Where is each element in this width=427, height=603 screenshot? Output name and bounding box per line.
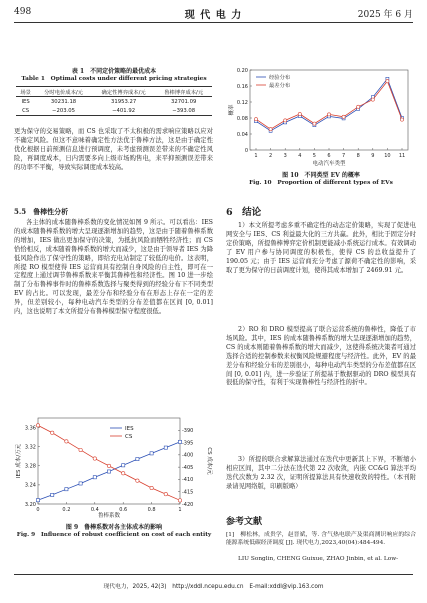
fig10-legend bbox=[256, 73, 291, 89]
right-paragraph-1: 1）本文所提考虑多重不确定性的动态定价策略，实现了促进电网安全与 IES、CS 利益最大化的三方共赢。此外，相比于固定分时定价策略，所提鲁棒博弈定价机制更能减小系统运行成本。有效调动了 EV 用户参与协同调度的积极性，使得 CS 的总收益提升了 190.05 元；由于 IES 运营商充分考虑了源荷不确定性的影响，采取了更为保守的日前调度计划，使得其成本增加了 2469.91 元。 bbox=[226, 222, 416, 274]
fig9-xtick-label: 0.8 bbox=[147, 507, 156, 513]
fig10-xtick-label: 4 bbox=[298, 153, 302, 159]
fig10-xtick-label: 2 bbox=[269, 153, 273, 159]
fig10-chart bbox=[226, 64, 416, 168]
fig10-worst-point bbox=[371, 98, 374, 101]
reference-1-cn: [1] 柳松林，成贵学，赵晋斌，等. 含气热电联产及渠商测识响应的综合能源系统低碳经济调度 [J]. 现代电力,2023,40(04):484-494. bbox=[226, 532, 416, 546]
fig9-legend-cs-label: CS bbox=[125, 434, 133, 440]
table1-caption-cn: 表 1 不同定价策略的最优成本 bbox=[71, 68, 157, 75]
fig9-ytick-left-label: 3.36 bbox=[24, 425, 36, 432]
fig9-chart bbox=[14, 412, 214, 520]
fig9-cs-point bbox=[36, 424, 39, 427]
fig9-xtick-label: 0.6 bbox=[119, 507, 128, 513]
fig10-xtick-label: 10 bbox=[384, 153, 391, 159]
fig10-ytick-label: 0.04 bbox=[236, 131, 248, 138]
table-cell: 31953.27 bbox=[110, 98, 137, 105]
table-cell: IES bbox=[21, 98, 30, 105]
table-cell: −203.05 bbox=[52, 107, 76, 114]
fig9-xlabel: 鲁棒系数 bbox=[97, 513, 121, 519]
fig9-cs-point bbox=[164, 492, 167, 495]
fig9-ies-point bbox=[150, 452, 153, 455]
fig9-caption-cn: 图 9 鲁棒系数对各主体成本的影响 bbox=[65, 524, 163, 531]
fig9-cs-point bbox=[51, 431, 54, 434]
table1-col-2: 确定性博弈成本/元 bbox=[101, 89, 146, 96]
fig10-worst-point bbox=[386, 80, 389, 83]
fig9-xtick-label: 0 bbox=[36, 507, 40, 513]
table-row bbox=[16, 97, 212, 107]
fig10-worst-point bbox=[254, 118, 257, 121]
header-rule bbox=[14, 22, 413, 23]
fig9-series-cs-line bbox=[38, 425, 180, 500]
page-number: 498 bbox=[14, 7, 32, 17]
table-cell: CS bbox=[22, 107, 30, 114]
fig9-legend bbox=[110, 426, 134, 440]
fig9-ytick-right-label: -390 bbox=[182, 428, 194, 435]
fig10-ytick-label: 0.12 bbox=[236, 99, 248, 106]
fig9-cs-point bbox=[178, 499, 181, 502]
table-cell: 32701.09 bbox=[171, 98, 197, 105]
table-cell: −393.08 bbox=[172, 107, 196, 114]
fig9-ies-point bbox=[122, 464, 125, 467]
right-paragraph-3: 3）所提的联合求解算法通过在迭代中更新其上下界，不断缩小相应区间，其中二分法在迭代第 22 次收敛，内嵌 CC&G 算法平均迭代次数为 2.32 次，证明所提算法具有快速收敛的特性。（本刊附录请见网络版，印刷版略） bbox=[226, 456, 416, 490]
fig9-ies-point bbox=[136, 457, 139, 460]
references-heading: 参考文献 bbox=[226, 517, 263, 527]
fig9-ytick-right-label: -395 bbox=[182, 440, 194, 447]
fig9-ies-point bbox=[93, 476, 96, 479]
fig10-worst-point bbox=[269, 128, 272, 131]
table1-caption-en: Table 1 Optimal costs under different pricing strategies bbox=[21, 76, 207, 82]
table-cell: −401.92 bbox=[112, 107, 136, 114]
fig9-xtick-label: 1 bbox=[178, 507, 182, 513]
fig10-xtick-label: 6 bbox=[327, 153, 331, 159]
fig9-ies-point bbox=[107, 470, 110, 473]
section-6-heading: 6 结论 bbox=[226, 207, 262, 218]
fig9-xtick-label: 0.2 bbox=[62, 507, 71, 513]
fig9-legend-ies-label: IES bbox=[125, 426, 134, 432]
fig9-cs-point bbox=[93, 457, 96, 460]
fig10-worst-point bbox=[327, 113, 330, 116]
fig9-ylabel-right: CS 成本/元 bbox=[206, 447, 212, 475]
fig9-ytick-right-label: -405 bbox=[182, 464, 194, 471]
fig10-worst-point bbox=[357, 105, 360, 108]
fig10-xlabel: 电动汽车类型 bbox=[312, 161, 346, 167]
issue-date: 2025 年 6 月 bbox=[357, 10, 413, 20]
fig10-caption-en: Fig. 10 Proportion of different types of EVs bbox=[249, 180, 393, 186]
table1 bbox=[16, 86, 212, 116]
fig10-ytick-label: 0.08 bbox=[236, 115, 248, 122]
reference-1-en: LIU Songlin, CHENG Guixue, ZHAO Jinbin, et al. Low- bbox=[238, 556, 399, 562]
fig9-cs-point bbox=[107, 464, 110, 467]
fig9-ies-point bbox=[65, 488, 68, 491]
fig10-legend-empirical-label: 经验分布 bbox=[269, 75, 291, 81]
fig10-xtick-label: 3 bbox=[283, 153, 287, 159]
fig10-xtick-label: 11 bbox=[398, 153, 406, 159]
fig9-ies-point bbox=[79, 482, 82, 485]
fig9-ies-point bbox=[178, 440, 181, 443]
fig10-xtick-label: 9 bbox=[371, 153, 375, 159]
fig9-ytick-left-label: 3.24 bbox=[24, 482, 36, 489]
fig9-ytick-right-label: -420 bbox=[182, 501, 194, 508]
table1-col-3: 鲁棒博弈成本/元 bbox=[164, 89, 204, 96]
fig10-ytick-label: 0.16 bbox=[236, 83, 248, 90]
fig10-ytick-label: 0 bbox=[244, 147, 248, 154]
fig9-ies-point bbox=[51, 493, 54, 496]
fig10-caption-cn: 图 10 不同类型 EV 的概率 bbox=[282, 172, 360, 179]
left-paragraph-1: 更为保守的交易策略，而 CS 也采取了不太积极的需求响应策略以应对不确定风险。但这不意味着确定性方法优于鲁棒方法，这是由于确定性优化根据日前预测信息进行预调度，未考虑预测误差带来的不确定性风险，再调度成本，日内需要多向上级市场购售电，来平抑预测误差带来的功率不平衡，导致实际调度成本较高。 bbox=[14, 128, 213, 171]
fig9-xtick-label: 0.4 bbox=[90, 507, 99, 513]
fig10-xtick-label: 1 bbox=[254, 153, 258, 159]
fig9-ytick-right-label: -410 bbox=[182, 477, 194, 484]
journal-title: 现 代 电 力 bbox=[184, 10, 243, 21]
fig9-cs-point bbox=[122, 472, 125, 475]
fig10-worst-point bbox=[400, 118, 403, 121]
table1-col-1: 分时电价成本/元 bbox=[44, 89, 83, 96]
section-5-5-heading: 5.5 鲁棒性分析 bbox=[14, 207, 69, 216]
fig10-worst-point bbox=[342, 115, 345, 118]
table-cell: 30231.18 bbox=[50, 98, 77, 105]
table1-header-row bbox=[16, 87, 212, 97]
table-row bbox=[16, 106, 212, 116]
fig9-ytick-right-label: -415 bbox=[182, 489, 194, 496]
fig10-plot-frame bbox=[250, 70, 408, 150]
footer-text: 现代电力，2025, 42(3) http://xddl.ncepu.edu.cn E-mail:xddl@vip.163.com bbox=[103, 584, 324, 590]
fig10-xtick-label: 5 bbox=[312, 153, 316, 159]
fig9-cs-point bbox=[136, 479, 139, 482]
table1-col-0: 场景 bbox=[20, 89, 31, 96]
fig9-ytick-left-label: 3.28 bbox=[24, 463, 36, 470]
fig9-ylabel-left: IES 成本/万元 bbox=[16, 443, 22, 479]
fig9-cs-point bbox=[79, 448, 82, 451]
fig10-worst-point bbox=[284, 119, 287, 122]
fig10-ytick-label: 0.20 bbox=[236, 67, 248, 74]
fig9-ies-point bbox=[36, 499, 39, 502]
fig10-xtick-label: 7 bbox=[342, 153, 346, 159]
fig9-caption-en: Fig. 9 Influence of robust coefficient on cost of each entity bbox=[16, 532, 212, 538]
fig10-worst-point bbox=[298, 112, 301, 115]
fig10-worst-point bbox=[313, 122, 316, 125]
fig10-ylabel: 概率 bbox=[229, 104, 235, 116]
left-paragraph-2: 各主体的成本随鲁棒系数的变化情况如图 9 所示。可以看出：IES 的成本随鲁棒系数的增大呈现逐渐增加的趋势，这是由于随着鲁棒系数的增加，IES 做出更加保守的决策，为抵抗风险而牺牲经济性；而 CS 恰恰相反，成本随着鲁棒系数的增大而减少，这是由于领导者 IES 为降低风险作出了保守性的策略，即给充电站制定了较低的电价。这表明，所提 RO 模型使得 IES 运营商具有控制自身风险的自主性，即可在一定程度上通过调节鲁棒系数来平衡其鲁棒性和经济性。图 10 进一步绘制了分布鲁棒事件时的鲁棒系数选择与聚类得到的经验分布下不同类型 EV 的占比。可以发现，最差分布和经验分布在形态上存在一定的差异，但差别较小，每种电动汽车类型的分布差值都在区间 [0, 0.01] 内，这也说明了本文所提分布鲁棒模型保守程度很低。 bbox=[14, 219, 213, 316]
fig9-cs-point bbox=[150, 486, 153, 489]
fig10-xtick-label: 8 bbox=[356, 153, 360, 159]
fig9-cs-point bbox=[65, 440, 68, 443]
fig9-ytick-left-label: 3.20 bbox=[24, 501, 36, 508]
fig9-ytick-right-label: -400 bbox=[182, 452, 194, 459]
fig9-ies-point bbox=[164, 446, 167, 449]
fig9-ytick-left-label: 3.32 bbox=[24, 444, 36, 451]
right-paragraph-2: 2）RO 和 DRO 模型提高了联合运营系统的鲁棒性，降低了市场风险。其中，IES 的成本随鲁棒系数的增大呈现逐渐增加的趋势，CS 的成本则随着鲁棒系数的增大而减少，这使得系统决策者可通过选择合适的控制参数来权衡风险规避程度与经济性。此外，EV 的最差分布和经验分布的差别很小，每种电动汽车类型的分布差值都在区间 [0, 0.01] 内，进一步验证了所提基于数据驱动的 DRO 模型具有很低的保守性，有利于实现鲁棒性与经济性的折中。 bbox=[226, 326, 416, 387]
footer-rule bbox=[14, 574, 413, 575]
fig10-legend-worst-label: 最差分布 bbox=[269, 83, 291, 89]
